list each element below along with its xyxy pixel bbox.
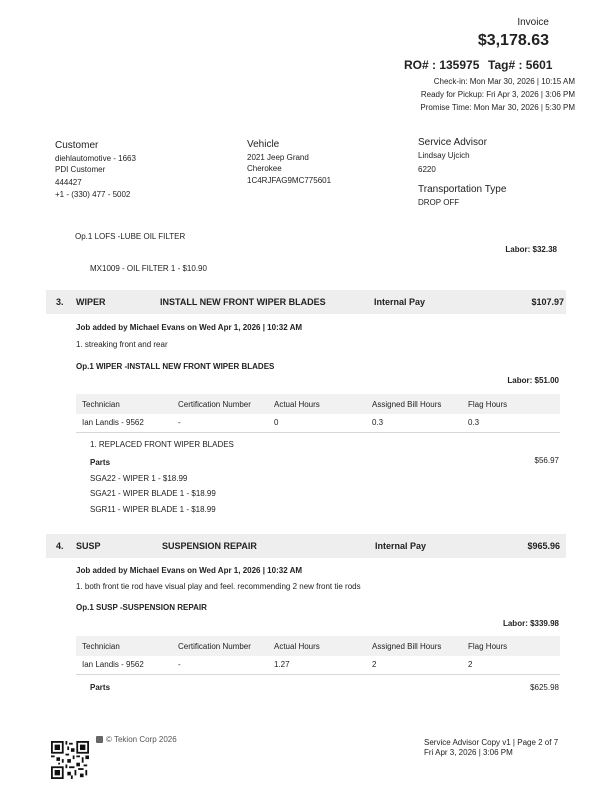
customer-name: diehlautomotive - 1663 xyxy=(55,154,136,163)
certification-number: - xyxy=(178,660,181,669)
transportation-type: DROP OFF xyxy=(418,198,460,207)
op-lofs-labor: Labor: $32.38 xyxy=(505,245,557,254)
vehicle-year-make: 2021 Jeep Grand xyxy=(247,153,309,162)
job-3-added-by: Job added by Michael Evans on Wed Apr 1, 2026 | 10:32 AM xyxy=(76,323,303,332)
transportation-heading: Transportation Type xyxy=(418,184,507,195)
technician-name: Ian Landis - 9562 xyxy=(82,418,144,427)
col-actual-hours: Actual Hours xyxy=(274,400,320,409)
col-technician: Technician xyxy=(82,400,120,409)
table-row xyxy=(76,412,560,433)
job-3-parts-label: Parts xyxy=(90,458,111,467)
document-type: Invoice xyxy=(517,17,549,28)
technician-name: Ian Landis - 9562 xyxy=(82,660,144,669)
col-assigned-bill-hours: Assigned Bill Hours xyxy=(372,642,442,651)
job-3-tech-table-header xyxy=(76,394,560,414)
flag-hours: 0.3 xyxy=(468,418,480,427)
job-3-labor: Labor: $51.00 xyxy=(507,376,559,385)
check-in-time: Check-in: Mon Mar 30, 2026 | 10:15 AM xyxy=(433,77,575,86)
advisor-name: Lindsay Ujcich xyxy=(418,151,470,160)
vehicle-heading: Vehicle xyxy=(247,139,280,150)
ready-for-pickup-time: Ready for Pickup: Fri Apr 3, 2026 | 3:06 PM xyxy=(420,90,575,99)
col-technician: Technician xyxy=(82,642,120,651)
job-3-header xyxy=(46,290,566,314)
job-3-parts-total: $56.97 xyxy=(534,456,559,465)
list-item: SGA22 - WIPER 1 - $18.99 xyxy=(90,474,188,483)
op-lofs-title: Op.1 LOFS -LUBE OIL FILTER xyxy=(75,232,186,241)
job-4-labor: Labor: $339.98 xyxy=(502,619,559,628)
tag-number: Tag# : 5601 xyxy=(488,58,553,72)
job-4-concern: 1. both front tie rod have visual play and feel. recommending 2 new front tie rods xyxy=(76,582,361,591)
job-3-code: WIPER xyxy=(76,297,106,307)
list-item: SGR11 - WIPER BLADE 1 - $18.99 xyxy=(90,505,216,514)
job-4-number: 4. xyxy=(56,541,64,551)
flag-hours: 2 xyxy=(468,660,473,669)
tekion-logo-icon xyxy=(96,736,103,743)
job-3-number: 3. xyxy=(56,297,64,307)
col-flag-hours: Flag Hours xyxy=(468,400,508,409)
assigned-bill-hours: 0.3 xyxy=(372,418,384,427)
op-lofs-part: MX1009 - OIL FILTER 1 - $10.90 xyxy=(90,264,207,273)
footer-copy-info: Service Advisor Copy v1 | Page 2 of 7 xyxy=(424,738,559,747)
job-3-concern: 1. streaking front and rear xyxy=(76,340,168,349)
certification-number: - xyxy=(178,418,181,427)
job-4-added-by: Job added by Michael Evans on Wed Apr 1, 2026 | 10:32 AM xyxy=(76,566,303,575)
job-4-op-title: Op.1 SUSP -SUSPENSION REPAIR xyxy=(76,603,207,612)
job-4-code: SUSP xyxy=(76,541,101,551)
col-certification: Certification Number xyxy=(178,642,251,651)
actual-hours: 0 xyxy=(274,418,279,427)
table-row xyxy=(76,654,560,675)
ro-number: RO# : 135975 xyxy=(404,58,480,72)
job-4-parts-label: Parts xyxy=(90,683,111,692)
job-3-amount: $107.97 xyxy=(531,297,564,307)
customer-phone: +1 - (330) 477 - 5002 xyxy=(55,190,131,199)
qr-code-icon xyxy=(51,741,89,779)
job-4-parts-total: $625.98 xyxy=(530,683,559,692)
job-4-description: SUSPENSION REPAIR xyxy=(162,541,257,551)
customer-heading: Customer xyxy=(55,140,99,151)
col-assigned-bill-hours: Assigned Bill Hours xyxy=(372,400,442,409)
job-3-pay-type: Internal Pay xyxy=(374,297,426,307)
customer-type: PDI Customer xyxy=(55,165,106,174)
job-4-tech-table-header xyxy=(76,636,560,656)
invoice-total: $3,178.63 xyxy=(477,32,549,49)
advisor-heading: Service Advisor xyxy=(418,137,487,148)
actual-hours: 1.27 xyxy=(274,660,290,669)
job-4-header xyxy=(46,534,566,558)
assigned-bill-hours: 2 xyxy=(372,660,377,669)
footer-copyright: © Tekion Corp 2026 xyxy=(106,735,177,744)
vehicle-vin: 1C4RJFAG9MC775601 xyxy=(247,176,332,185)
job-3-op-title: Op.1 WIPER -INSTALL NEW FRONT WIPER BLADES xyxy=(76,362,275,371)
list-item: SGA21 - WIPER BLADE 1 - $18.99 xyxy=(90,489,216,498)
job-3-correction: 1. REPLACED FRONT WIPER BLADES xyxy=(90,440,234,449)
col-certification: Certification Number xyxy=(178,400,251,409)
job-3-description: INSTALL NEW FRONT WIPER BLADES xyxy=(160,297,326,307)
advisor-number: 6220 xyxy=(418,165,436,174)
customer-id: 444427 xyxy=(55,178,82,187)
vehicle-model: Cherokee xyxy=(247,164,282,173)
job-4-pay-type: Internal Pay xyxy=(375,541,427,551)
job-4-amount: $965.96 xyxy=(527,541,560,551)
col-actual-hours: Actual Hours xyxy=(274,642,320,651)
col-flag-hours: Flag Hours xyxy=(468,642,508,651)
footer-printed-date: Fri Apr 3, 2026 | 3:06 PM xyxy=(424,748,513,757)
promise-time: Promise Time: Mon Mar 30, 2026 | 5:30 PM xyxy=(420,103,575,112)
